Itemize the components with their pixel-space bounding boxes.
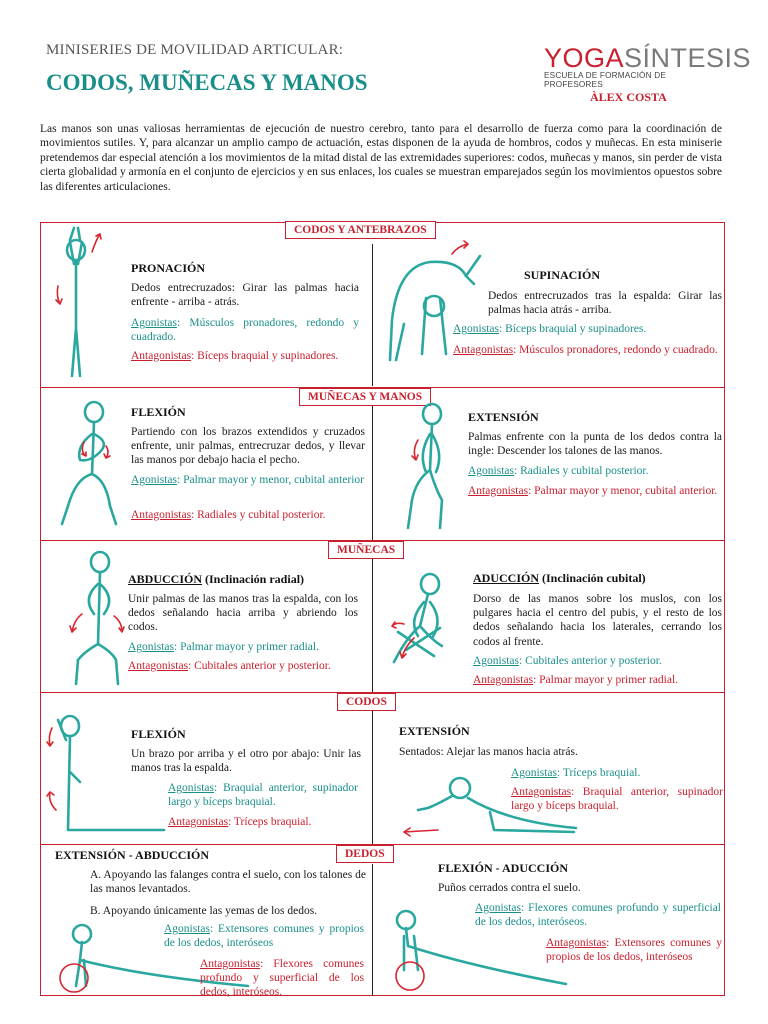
antagonists-label: Antagonistas: [131, 350, 192, 362]
antagonists-label: Antagonistas: [473, 674, 534, 686]
exercise-desc-extension-munecas: Palmas enfrente con la punta de los dedos contra la ingle: Descender los talones de las manos.: [468, 431, 722, 458]
section-codos: CODOS: [337, 693, 396, 711]
aduccion-title-extra: (Inclinación cubital): [539, 571, 646, 585]
agonists-text: : Flexores comunes profundo y superficial de los dedos, interóseos.: [475, 902, 721, 929]
exercise-desc-flexion-munecas: Partiendo con los brazos extendidos y cruzados enfrente, unir palmas, entrecruzar dedos, y llevar las manos por debajo hacia el pecho.: [131, 426, 365, 467]
agonists-text: : Bíceps braquial y supinadores.: [499, 323, 647, 335]
exercise-title-extension-munecas: EXTENSIÓN: [468, 410, 539, 424]
agonists-text: : Radiales y cubital posterior.: [514, 465, 649, 477]
antagonists-text: : Tríceps braquial.: [228, 816, 312, 828]
agonists-aduccion: [473, 654, 722, 668]
antagonists-aduccion: [473, 673, 722, 687]
exercise-title-extension-abduccion: EXTENSIÓN - ABDUCCIÓN: [55, 848, 210, 862]
antagonists-text: : Flexores comunes profundo y superficial de los dedos, interóseos.: [200, 958, 364, 999]
antagonists-text: : Palmar mayor y menor, cubital anterior.: [528, 485, 718, 497]
column-divider: [372, 864, 373, 996]
agonists-text: : Palmar mayor y primer radial.: [174, 641, 319, 653]
antagonists-label: Antagonistas: [546, 937, 607, 949]
section-munecas: MUÑECAS: [328, 541, 404, 559]
exercise-desc-extension-codos: Sentados: Alejar las manos hacia atrás.: [399, 746, 578, 758]
agonists-text: : Músculos pronadores, redondo y cuadrado.: [131, 317, 359, 344]
antagonists-text: : Bíceps braquial y supinadores.: [191, 350, 339, 362]
agonists-label: Agonistas: [131, 317, 177, 329]
agonists-flexion-codos: [168, 781, 358, 809]
antagonists-label: Antagonistas: [131, 509, 192, 521]
antagonists-text: : Braquial anterior, supinador largo y bíceps braquial.: [511, 786, 723, 813]
antagonists-label: Antagonistas: [128, 660, 189, 672]
exercise-desc-flexion-codos: Un brazo por arriba y el otro por abajo: Unir las manos tras la espalda.: [131, 748, 361, 775]
antagonists-text: : Radiales y cubital posterior.: [191, 509, 326, 521]
exercise-desc-flexion-aduccion: Puños cerrados contra el suelo.: [438, 882, 581, 894]
pronation-figure: [48, 228, 118, 378]
antagonists-abduccion: [128, 659, 358, 673]
agonists-text: : Braquial anterior, supinador largo y bíceps braquial.: [168, 782, 358, 809]
antagonists-extension-munecas: [468, 484, 722, 498]
agonists-pronacion: [131, 316, 359, 344]
agonists-extension-abduccion: [164, 922, 364, 950]
wrist-extension-figure: [396, 400, 462, 530]
section-dedos: DEDOS: [336, 845, 394, 863]
antagonists-text: : Músculos pronadores, redondo y cuadrado.: [513, 344, 718, 356]
agonists-text: : Palmar mayor y menor, cubital anterior: [177, 474, 364, 486]
adduction-figure: [384, 566, 454, 686]
section-munecas-y-manos: MUÑECAS Y MANOS: [299, 388, 431, 406]
logo-yoga: YOGA: [544, 43, 625, 73]
antagonists-label: Antagonistas: [200, 958, 261, 970]
abduction-figure: [56, 548, 126, 688]
antagonists-text: : Extensores comunes y propios de los dedos, interóseos: [546, 937, 722, 964]
author-name: ÀLEX COSTA: [590, 90, 667, 104]
antagonists-text: : Palmar mayor y primer radial.: [533, 674, 679, 686]
agonists-extension-munecas: [468, 464, 722, 478]
agonists-label: Agonistas: [453, 323, 499, 335]
exercise-desc-pronacion: Dedos entrecruzados: Girar las palmas hacia enfrente - arriba - atrás.: [131, 282, 359, 309]
antagonists-extension-codos: [511, 785, 723, 813]
aduccion-title-main: ADUCCIÓN: [473, 571, 539, 585]
exercise-desc-b: B. Apoyando únicamente las yemas de los dedos.: [90, 905, 318, 917]
agonists-label: Agonistas: [168, 782, 214, 794]
exercise-title-extension-codos: EXTENSIÓN: [399, 724, 470, 738]
wrist-flexion-figure: [56, 398, 130, 528]
abduccion-title-extra: (Inclinación radial): [202, 572, 305, 586]
logo-sintesis: SÍNTESIS: [624, 43, 752, 73]
column-divider: [372, 711, 373, 844]
agonists-label: Agonistas: [128, 641, 174, 653]
agonists-label: Agonistas: [475, 902, 521, 914]
antagonists-text: : Cubitales anterior y posterior.: [188, 660, 331, 672]
series-title: MINISERIES DE MOVILIDAD ARTICULAR:: [46, 42, 344, 58]
agonists-label: Agonistas: [473, 655, 519, 667]
antagonists-flexion-codos: [168, 815, 358, 829]
agonists-supinacion: [453, 322, 723, 336]
agonists-label: Agonistas: [164, 923, 210, 935]
exercise-title-abduccion: [128, 572, 304, 587]
exercise-title-aduccion: [473, 571, 646, 586]
exercise-desc-abduccion: Unir palmas de las manos tras la espalda, con los dedos señalando hacia arriba y abriendo los codos.: [128, 593, 358, 634]
agonists-extension-codos: [511, 766, 723, 780]
antagonists-flexion-munecas: [131, 508, 365, 522]
agonists-label: Agonistas: [131, 474, 177, 486]
agonists-text: : Tríceps braquial.: [557, 767, 641, 779]
exercise-desc-supinacion: Dedos entrecruzados tras la espalda: Girar las palmas hacia atrás - arriba.: [488, 290, 722, 317]
agonists-abduccion: [128, 640, 358, 654]
antagonists-label: Antagonistas: [453, 344, 514, 356]
abduccion-title-main: ABDUCCIÓN: [128, 572, 203, 586]
agonists-label: Agonistas: [468, 465, 514, 477]
exercise-desc-a: A. Apoyando las falanges contra el suelo, con los talones de las manos levantados.: [90, 869, 366, 896]
section-codos-y-antebrazos: CODOS Y ANTEBRAZOS: [285, 221, 436, 239]
exercise-title-flexion-aduccion: FLEXIÓN - ADUCCIÓN: [438, 861, 569, 875]
agonists-text: : Cubitales anterior y posterior.: [519, 655, 662, 667]
agonists-label: Agonistas: [511, 767, 557, 779]
column-divider: [372, 404, 373, 540]
antagonists-pronacion: [131, 349, 359, 363]
exercise-title-supinacion: SUPINACIÓN: [524, 268, 601, 282]
exercise-title-flexion-codos: FLEXIÓN: [131, 727, 186, 741]
agonists-text: : Extensores comunes y propios de los dedos, interóseos: [164, 923, 364, 950]
exercise-desc-aduccion: Dorso de las manos sobre los muslos, con los pulgares hacia el centro del pubis, y el resto de los dedos señalando hacia los laterales, cerrando los codos al frente.: [473, 593, 722, 648]
antagonists-supinacion: [453, 343, 723, 357]
antagonists-label: Antagonistas: [168, 816, 229, 828]
antagonists-extension-abduccion: [200, 957, 364, 1000]
exercise-title-pronacion: PRONACIÓN: [131, 261, 205, 275]
yoga-sintesis-logo: [544, 43, 752, 89]
logo-subtitle: ESCUELA DE FORMACIÓN DE PROFESORES: [544, 71, 666, 89]
antagonists-label: Antagonistas: [511, 786, 572, 798]
antagonists-flexion-aduccion: [546, 936, 722, 964]
agonists-flexion-aduccion: [475, 901, 721, 929]
column-divider: [372, 244, 373, 386]
column-divider: [372, 558, 373, 692]
antagonists-label: Antagonistas: [468, 485, 529, 497]
agonists-flexion-munecas: [131, 473, 365, 487]
intro-paragraph: Las manos son unas valiosas herramientas de ejecución de nuestro cerebro, tanto para el desarrollo de fuerza como para la coordinación de movimientos sutiles. Y, para alcanzar un amplio campo de actuación, estas disponen de la ayuda de hombros, codos y muñecas. En esta miniserie pretendemos dar especial atención a los movimientos de la mitad distal de las extremidades superiores: codos, muñecas y manos, sin perder de vista cierta globalidad y armonía en el conjunto de ejercicios y en sus enlaces, los cuales se muestran emparejados según los movimientos opuestos sobre las diferentes articulaciones.: [40, 123, 722, 193]
exercise-title-flexion-munecas: FLEXIÓN: [131, 405, 186, 419]
page-title: CODOS, MUÑECAS Y MANOS: [46, 70, 368, 95]
